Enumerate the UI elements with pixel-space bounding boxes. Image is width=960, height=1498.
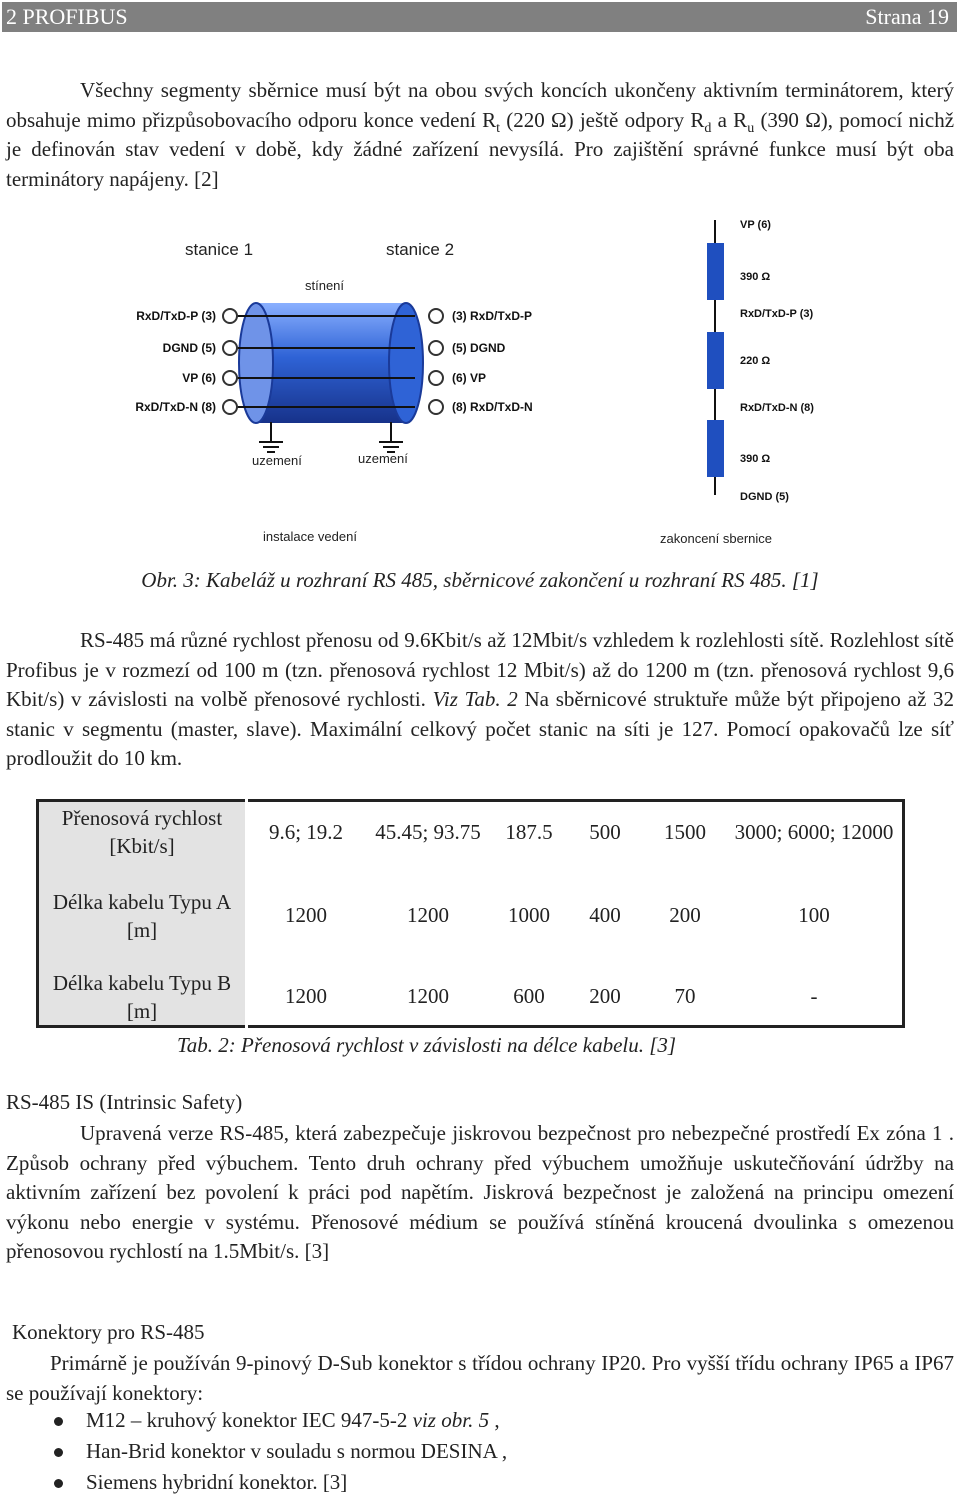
table-cell: 1200 <box>407 984 449 1009</box>
table-cell: 9.6; 19.2 <box>268 819 344 844</box>
intro-paragraph: Všechny segmenty sběrnice musí být na obou svých koncích ukončeny aktivním terminátorem, který obsahuje mimo přizpůsobovacího odporu konce vedení $R_t$ (220 Ω) ještě odpory $R_d$ a $R_u$ (390 Ω), pomocí nichž je definován stav vedení v době, kdy žádné zařízení nevysílá. Pro zajištění správné funkce musí být oba terminátory napájeny. [2] <box>6 78 955 191</box>
bullet-icon <box>54 1448 63 1457</box>
table-caption: Tab. 2: Přenosová rychlost v závislosti na délce kabelu. [3] <box>177 1033 677 1057</box>
term-label: RxD/TxD-P (3) <box>740 308 814 320</box>
table-cell: 400 <box>589 903 621 927</box>
table-cell: 70 <box>674 984 696 1009</box>
ground-symbols <box>259 422 403 452</box>
termination-network <box>707 220 724 495</box>
right-pin-label: (5) DGND <box>452 341 506 355</box>
page-number: Strana 19 <box>865 4 949 29</box>
ground-label-2: uzemení <box>358 451 408 466</box>
table-cell: 1200 <box>285 984 327 1009</box>
row-header: Přenosová rychlost [Kbit/s] <box>38 801 247 863</box>
left-pin-label: RxD/TxD-N (8) <box>135 400 216 414</box>
table-cell: 100 <box>798 903 830 927</box>
resistor-220 <box>707 332 724 389</box>
cable-cylinder <box>239 303 423 423</box>
table-cell: 500 <box>589 819 621 844</box>
table-cell: 1200 <box>285 903 327 927</box>
chapter-title: 2 PROFIBUS <box>6 4 128 29</box>
table-cell: 187.5 <box>505 819 553 844</box>
table-cell: 3000; 6000; 12000 <box>734 820 894 845</box>
table-cell: 1000 <box>508 903 550 927</box>
term-label: 220 Ω <box>740 355 771 367</box>
table-reference: Viz Tab. 2 <box>432 687 518 711</box>
table-cell: 200 <box>669 903 701 927</box>
resistor-390-bottom <box>707 420 724 477</box>
page-header <box>2 2 957 32</box>
table-cell: 200 <box>589 984 621 1009</box>
left-pin-label: VP (6) <box>182 371 216 385</box>
list-item: M12 – kruhový konektor IEC 947-5-2 viz obr. 5 , <box>40 1405 507 1436</box>
bullet-icon <box>54 1417 63 1426</box>
list-item: Han-Brid konektor v souladu s normou DESINA , <box>40 1436 507 1467</box>
table-row <box>38 863 904 969</box>
table-cell: 1500 <box>664 819 706 844</box>
left-pin-label: DGND (5) <box>162 341 216 355</box>
table-cell: 1200 <box>407 903 449 927</box>
speed-length-table <box>36 799 905 1028</box>
install-label: instalace vedení <box>263 529 357 544</box>
station1-label: stanice 1 <box>185 240 254 259</box>
table-cell: - <box>810 984 818 1009</box>
row-header: Délka kabelu Typu B [m] <box>38 969 247 1027</box>
resistor-390-top <box>707 243 724 300</box>
figure-caption: Obr. 3: Kabeláž u rozhraní RS 485, sběrnicové zakončení u rozhraní RS 485. [1] <box>141 568 819 592</box>
is-paragraph: Upravená verze RS-485, která zabezpečuje jiskrovou bezpečnost pro nebezpečné prostředí Ex zóna 1 . Způsob ochrany před výbuchem. Tento druh ochrany před výbuchem umožňuje uskutečňování údržby na aktivním zařízení bez povolení k práci pod napětím. Jiskrová bezpečnost je založená na principu omezení výkonu nebo energie v systému. Přenosové médium se používá stíněná kroucená dvoulinka s omezenou přenosovou rychlostí na 1.5Mbit/s. [3] <box>6 1121 954 1263</box>
row-header: Délka kabelu Typu A [m] <box>38 863 247 969</box>
right-pin-label: (8) RxD/TxD-N <box>452 400 533 414</box>
speed-paragraph: RS-485 má různé rychlost přenosu od 9.6Kbit/s až 12Mbit/s vzhledem k rozlehlosti sítě. Rozlehlost sítě Profibus je v rozmezí od 100 m (tzn. přenosová rychlost 12 Mbit/s) až do 1200 m (tzn. přenosová rychlost 9,6 Kbit/s) v závislosti na volbě přenosové rychlosti. Viz Tab. 2 Na sběrnicové struktuře může být připojeno až 32 stanic v segmentu (master, slave). Maximální celkový počet stanic na síti je 127. Pomocí opakovačů lze síť prodloužit do 10 km. <box>6 628 954 770</box>
connector-list <box>40 1405 507 1498</box>
term-label: 390 Ω <box>740 453 771 465</box>
table-cell: 600 <box>513 984 545 1009</box>
left-pin-label: RxD/TxD-P (3) <box>136 309 216 323</box>
rs485-figure <box>120 210 840 555</box>
term-label: RxD/TxD-N (8) <box>740 402 814 414</box>
term-label: DGND (5) <box>740 491 789 503</box>
section-title-is: RS-485 IS (Intrinsic Safety) <box>6 1090 243 1114</box>
connectors-paragraph: Primárně je používán 9-pinový D-Sub konektor s třídou ochrany IP20. Pro vyšší třídu ochrany IP65 a IP67 se používají konektory: <box>6 1351 954 1405</box>
list-item: Siemens hybridní konektor. [3] <box>40 1467 507 1498</box>
term-caption: zakoncení sbernice <box>660 531 773 546</box>
ground-label-1: uzemení <box>252 453 302 468</box>
right-pin-label: (6) VP <box>452 371 487 385</box>
table-cell: 45.45; 93.75 <box>375 819 481 844</box>
station2-label: stanice 2 <box>386 240 455 259</box>
term-label: VP (6) <box>740 219 771 231</box>
shield-label: stínení <box>305 278 345 293</box>
right-pin-label: (3) RxD/TxD-P <box>452 309 533 323</box>
term-label: 390 Ω <box>740 271 771 283</box>
bullet-icon <box>54 1479 63 1488</box>
section-title-connectors: Konektory pro RS-485 <box>12 1320 205 1344</box>
table-row <box>38 801 904 863</box>
table-row <box>38 969 904 1027</box>
